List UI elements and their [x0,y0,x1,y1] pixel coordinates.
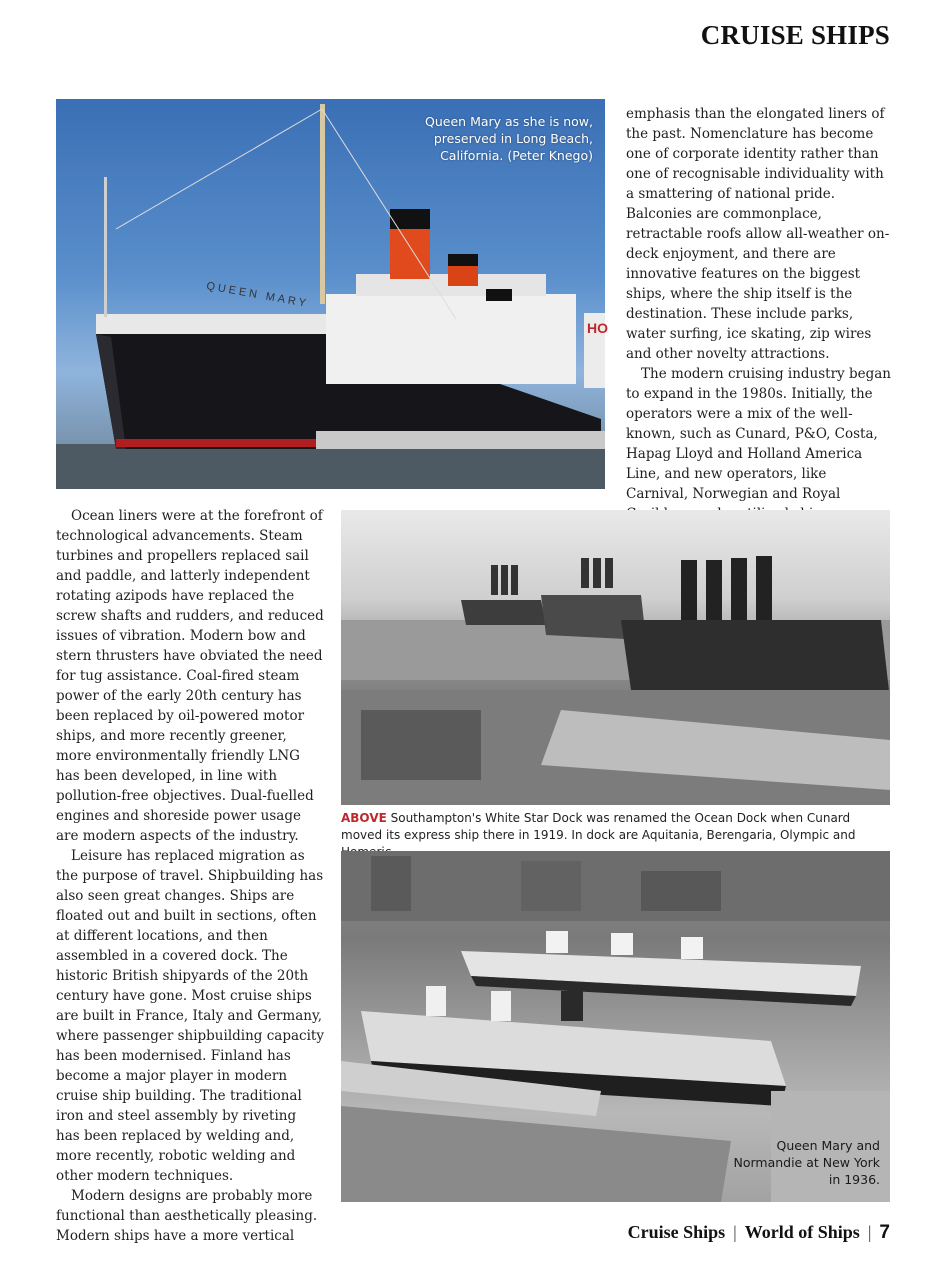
left-paragraph-2: Leisure has replaced migration as the purpose of travel. Shipbuilding has also seen great changes. Ships are floated out and built in sections, often at different locations, and then assembled in a covered dock. The historic British shipyards of the 20th century have gone. Most cruise ships are built in France, Italy and Germany, where passenger shipbuilding capacity has been modernised. Finland has become a major player in modern cruise ship building. The traditional iron and steel assembly by riveting has been replaced by welding and, more recently, robotic welding and other modern techniques. [56,848,324,1184]
footer-separator: | [733,1222,737,1242]
footer-separator-2: | [867,1222,872,1242]
page-number: 7 [879,1222,890,1243]
left-paragraph-3: Modern designs are probably more functional than aesthetically pleasing. Modern ships have a more vertical [56,1188,318,1244]
footer-publication: Cruise Ships [627,1222,726,1242]
page-footer [628,1222,890,1244]
left-column [56,506,324,1246]
right-paragraph-1: emphasis than the elongated liners of the past. Nomenclature has become one of corporate identity rather than one of recognisable individuality with a smattering of national pride. Balconies are commonplace, retractable roofs allow all-weather on-deck enjoyment, and there are innovative features on the biggest ships, where the ship itself is the destination. These include parks, water surfing, ice skating, zip wires and other novelty attractions. [626,106,890,362]
right-paragraph-2: The modern cruising industry began to expand in the 1980s. Initially, the operators were a mix of the well-known, such as Cunard, P&O, Costa, Hapag Lloyd and Holland America Line, and new operators, like Carnival, Norwegian and Royal [626,366,891,502]
left-paragraph-1: Ocean liners were at the forefront of technological advancements. Steam turbines and propellers replaced sail and paddle, and latterly independent rotating azipods have replaced the screw shafts and rudders, and reduced issues of vibration. Modern bow and stern thrusters have obviated the need for tug assistance. Coal-fired steam power of the early 20th century has been replaced by oil-powered motor ships, and more recently greener, more environmentally friendly LNG has been developed, in line with pollution-free objectives. Dual-fuelled engines and shoreside power usage are modern aspects of the industry. [56,508,324,844]
right-column [626,104,892,524]
new-york-caption: Queen Mary and Normandie at New York in 1936. [733,1138,880,1187]
white-star-dock-photo [341,510,890,805]
caption-lead: ABOVE [341,811,387,825]
hull-lettering: QUEEN MARY [205,280,310,310]
sign-lettering: HO [587,320,608,336]
footer-magazine: World of Ships [744,1222,860,1242]
caption-text: Southampton's White Star Dock was renamed the Ocean Dock when Cunard moved its express ship there in 1919. In dock are Aquitania, Berengaria, Olympic and [341,811,856,842]
queen-mary-caption: Queen Mary as she is now, preserved in Long Beach, California. (Peter Knego) [425,114,593,163]
dock-ships-icon [341,510,890,805]
section-title: CRUISE SHIPS [700,20,890,50]
new-york-liners-photo [341,851,890,1202]
queen-mary-photo [56,99,608,489]
